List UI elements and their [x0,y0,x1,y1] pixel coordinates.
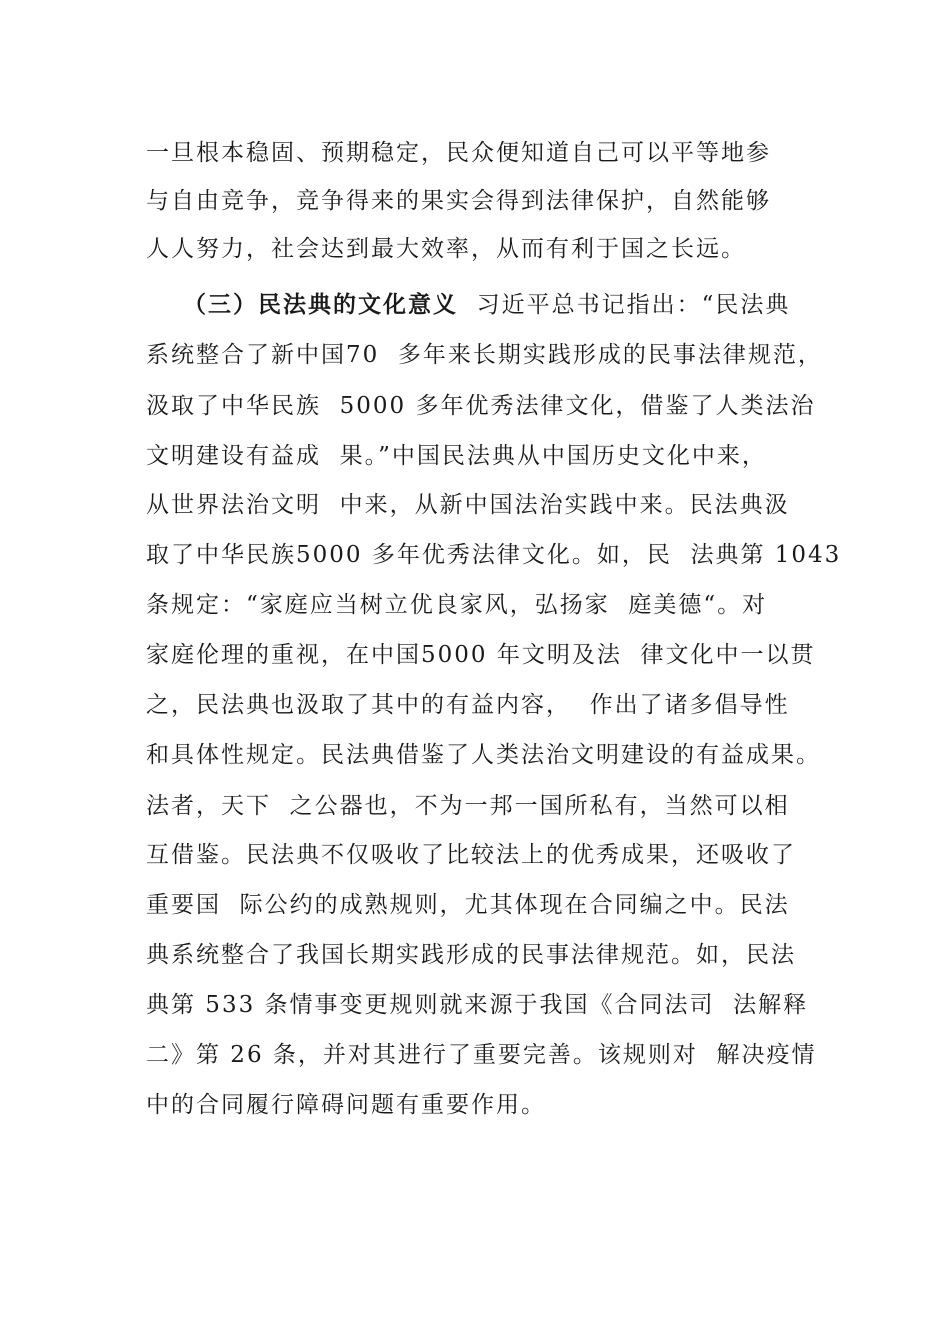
body-text-line: 二》第 26 条，并对其进行了重要完善。该规则对 解决疫情 [146,1042,817,1068]
body-text-line: 法者，天下 之公器也，不为一邦一国所私有，当然可以相 [146,793,790,819]
body-text-line: 系统整合了新中国70 多年来长期实践形成的民事法律规范， [146,342,823,368]
body-text-line: 与自由竞争，竞争得来的果实会得到法律保护，自然能够 [146,188,771,214]
body-text-line: 典第 533 条情事变更规则就来源于我国《合同法司 法解释 [146,992,809,1018]
section-heading: （三）民法典的文化意义 [183,291,458,318]
body-text-line: 典系统整合了我国长期实践形成的民事法律规范。如，民法 [146,942,796,968]
body-text-line: 文明建设有益成 果。”中国民法典从中国历史文化中来， [146,443,767,469]
body-text-line: 一旦根本稳固、预期稳定，民众便知道自己可以平等地参 [146,140,771,166]
body-text-line: 条规定：“家庭应当树立优良家风，弘扬家 庭美德“。对 [146,592,768,618]
body-text-line: 互借鉴。民法典不仅吸收了比较法上的优秀成果，还吸收了 [146,842,796,868]
section-first-line-text: 习近平总书记指出：“民法典 [458,292,791,318]
body-text-line: 取了中华民族5000 多年优秀法律文化。如，民 法典第 1043 [146,542,842,568]
body-text-line: 之，民法典也汲取了其中的有益内容， 作出了诸多倡导性 [146,692,790,718]
body-text-line: 中的合同履行障碍问题有重要作用。 [146,1092,546,1118]
body-text-line: 家庭伦理的重视，在中国5000 年文明及法 律文化中一以贯 [146,642,816,668]
section-first-line [183,290,790,320]
body-text-line: 重要国 际公约的成熟规则，尤其体现在合同编之中。民法 [146,892,790,918]
body-text-line: 和具体性规定。民法典借鉴了人类法治文明建设的有益成果。 [146,742,821,768]
body-text-line: 从世界法治文明 中来，从新中国法治实践中来。民法典汲 [146,492,790,518]
body-text-line: 人人努力，社会达到最大效率，从而有利于国之长远。 [146,236,746,262]
body-text-line: 汲取了中华民族 5000 多年优秀法律文化，借鉴了人类法治 [146,393,816,419]
